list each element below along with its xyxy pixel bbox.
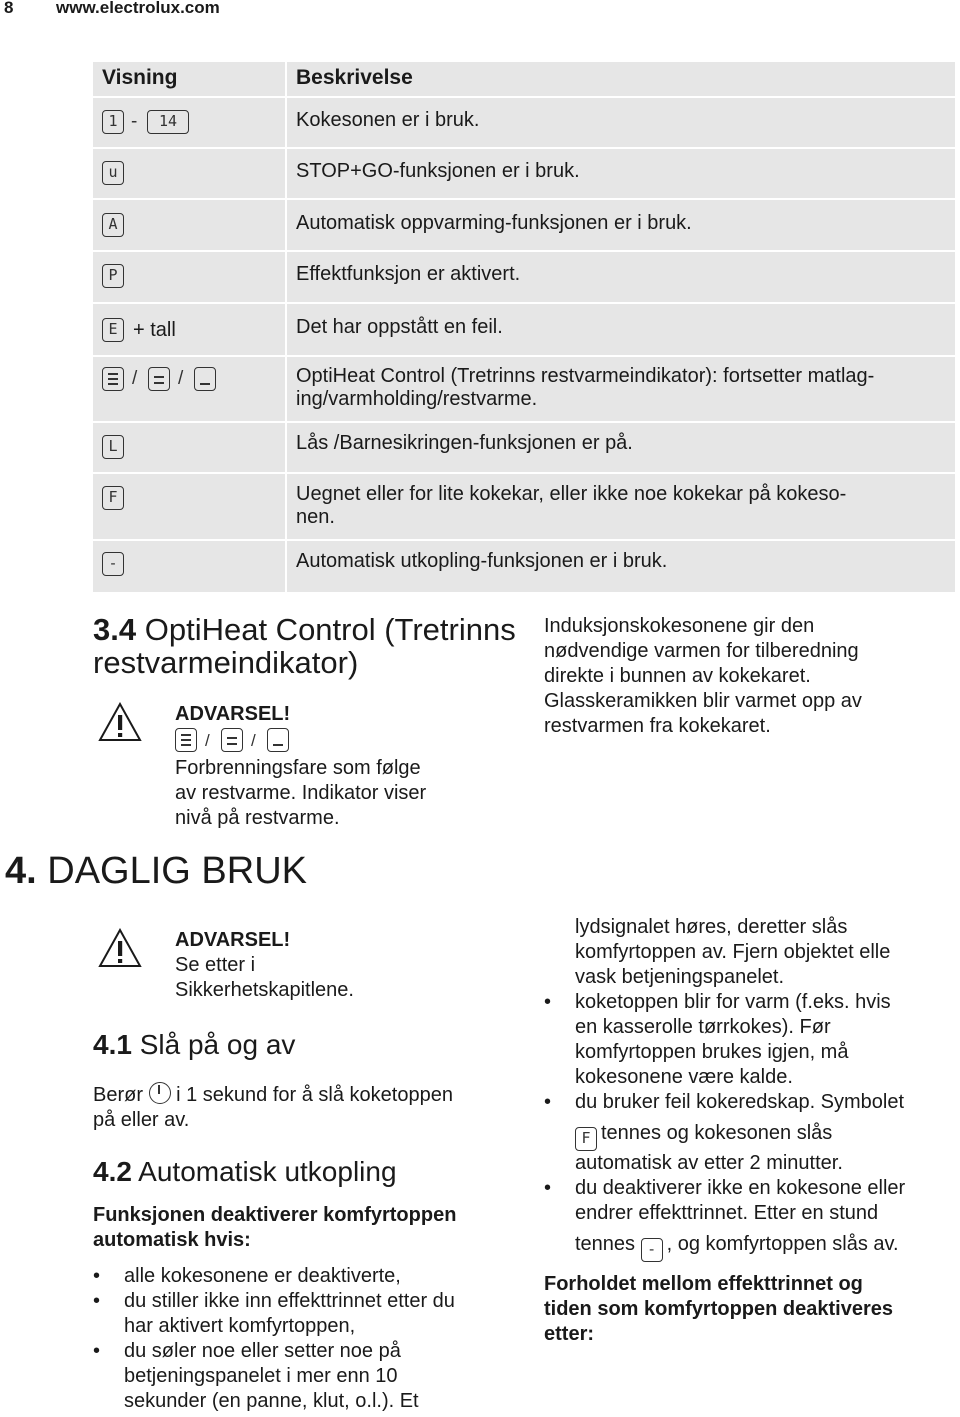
symbol-suffix: + tall	[133, 319, 176, 341]
table-header-description: Beskrivelse	[296, 66, 413, 89]
residual-heat-symbols: / /	[175, 728, 305, 754]
table-cell-description: Automatisk utkopling-funksjonen er i bruk.	[296, 550, 668, 572]
table-row-divider	[93, 539, 955, 541]
lock-symbol-icon: L	[102, 435, 124, 459]
table-row-divider	[93, 250, 955, 252]
table-cell-description: Lås /Barnesikringen-funksjonen er på.	[296, 432, 633, 454]
error-symbol-icon: E	[102, 318, 124, 342]
section-heading: 4.1 Slå på og av	[93, 1029, 296, 1060]
residual-heat-high-icon	[175, 728, 197, 752]
unsuitable-cookware-symbol-icon: F	[102, 486, 124, 510]
table-cell-description: Kokesonen er i bruk.	[296, 109, 480, 131]
list-item: • du søler noe eller setter noe på betjeningspanelet i mer enn 10 sekunder (en panne, klut, o.l.). Et	[93, 1339, 533, 1414]
auto-heat-symbol-icon: A	[102, 213, 124, 237]
list-item: • du stiller ikke inn effekttrinnet etter du har aktivert komfyrtoppen,	[93, 1289, 533, 1339]
residual-heat-symbols: / /	[102, 367, 232, 393]
residual-heat-medium-icon	[148, 367, 170, 391]
table-cell-description: STOP+GO-funksjonen er i bruk.	[296, 160, 580, 182]
optiheat-description: Induksjonskokesonene gir den nødvendige varmen for tilberedning direkte i bunnen av kokekaret. Glasskeramikken blir varmet opp av restvarmen fra kokekaret.	[544, 615, 862, 737]
section-intro: Funksjonen deaktiverer komfyrtoppen automatisk hvis:	[93, 1204, 457, 1251]
residual-heat-high-icon	[102, 367, 124, 391]
table-row-divider	[93, 147, 955, 149]
warning-title: ADVARSEL!	[175, 703, 291, 725]
table-cell-description: Uegnet eller for lite kokekar, eller ikke noe kokekar på kokeso- nen.	[296, 483, 847, 528]
list-item: • du deaktiverer ikke en kokesone eller endrer effekttrinnet. Etter en stund tennes - , og komfyrtoppen slås av.	[544, 1176, 956, 1262]
table-row-divider	[93, 96, 955, 98]
section-heading: 4.2 Automatisk utkopling	[93, 1156, 397, 1187]
table-row-divider	[93, 302, 955, 304]
auto-switch-off-symbol-icon: -	[641, 1238, 663, 1262]
table-cell-description: Det har oppstått en feil.	[296, 316, 503, 338]
residual-heat-low-icon	[194, 367, 216, 391]
level-symbol-icon: 1	[102, 110, 124, 134]
section-heading: 3.4 OptiHeat Control (Tretrinns restvarmeindikator)	[93, 612, 516, 680]
warning-icon	[98, 702, 142, 742]
warning-icon	[98, 928, 142, 968]
chapter-heading: 4. DAGLIG BRUK	[5, 850, 307, 892]
list-item: • du bruker feil kokeredskap. Symbolet F tennes og kokesonen slås automatisk av etter 2 minutter.	[544, 1090, 956, 1176]
table-column-divider	[285, 62, 287, 592]
table-row-divider	[93, 355, 955, 357]
table-row-divider	[93, 472, 955, 474]
table-cell-description: Automatisk oppvarming-funksjonen er i bruk.	[296, 212, 692, 234]
list-item: • koketoppen blir for varm (f.eks. hvis en kasserolle tørrkokes). Før komfyrtoppen brukes igjen, må kokesonene være kalde.	[544, 990, 956, 1090]
table-header-display: Visning	[102, 66, 178, 89]
warning-title: ADVARSEL!	[175, 929, 291, 951]
unsuitable-cookware-symbol-icon: F	[575, 1127, 597, 1151]
residual-heat-medium-icon	[221, 728, 243, 752]
table-cell-description: OptiHeat Control (Tretrinns restvarmeindikator): fortsetter matlag- ing/varmholding/restvarme.	[296, 365, 875, 410]
table-row-divider	[93, 198, 955, 200]
stop-go-symbol-icon: u	[102, 161, 124, 185]
power-function-symbol-icon: P	[102, 264, 124, 288]
warning-text: Forbrenningsfare som følge av restvarme. Indikator viser nivå på restvarme.	[175, 757, 427, 829]
residual-heat-low-icon	[267, 728, 289, 752]
level-symbol-icon: 14	[147, 110, 189, 134]
bullet-list	[544, 990, 956, 1262]
subsection-heading: Forholdet mellom effekttrinnet og tiden som komfyrtoppen deaktiveres etter:	[544, 1273, 893, 1345]
table-row-divider	[93, 421, 955, 423]
list-item: • alle kokesonene er deaktiverte,	[93, 1264, 533, 1289]
power-icon	[149, 1082, 171, 1104]
table-row-symbol: 1 - 14	[102, 110, 282, 136]
warning-block: ADVARSEL! Se etter i Sikkerhetskapitlene.	[175, 928, 495, 1003]
bullet-list	[93, 1264, 533, 1414]
page-number: 8	[4, 0, 14, 17]
table-cell-description: Effektfunksjon er aktivert.	[296, 263, 521, 285]
list-continuation: lydsignalet høres, deretter slås komfyrtoppen av. Fjern objektet elle vask betjeningspanelet.	[575, 916, 891, 988]
auto-switch-off-symbol-icon: -	[102, 552, 124, 576]
header-url: www.electrolux.com	[56, 0, 220, 17]
switch-on-instruction: Berør i 1 sekund for å slå koketoppen på eller av.	[93, 1084, 453, 1131]
